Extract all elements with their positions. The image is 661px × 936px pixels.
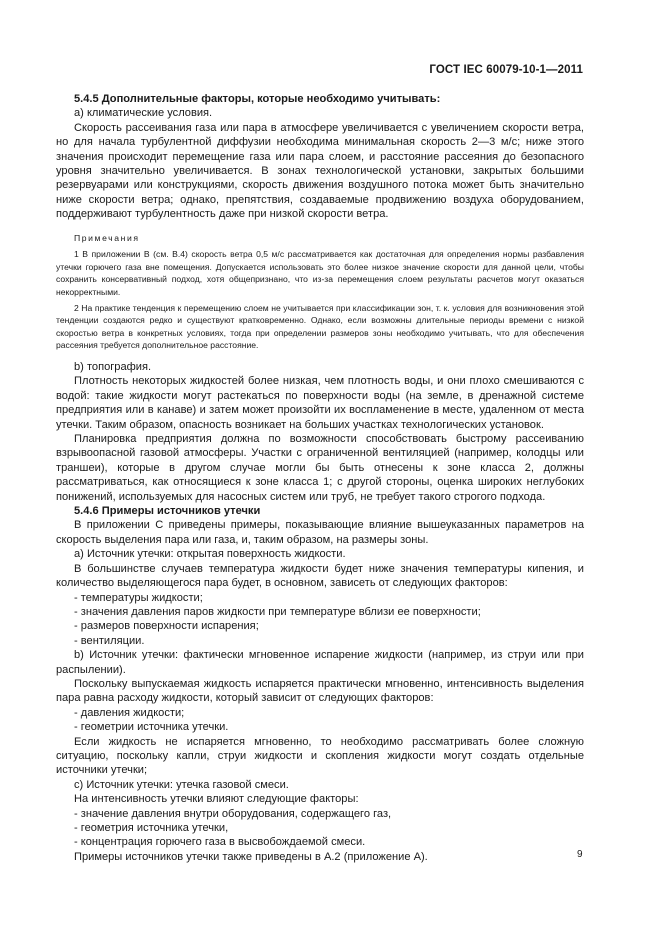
paragraph-factors: На интенсивность утечки влияют следующие факторы: <box>74 793 359 806</box>
paragraph-wind-dispersion: Скорость рассеивания газа или пара в атмосфере увеличивается с увеличением скорости ветра, но для начала турбулентной диффузии необходима минимальная скорость 2—3 м/с; ниже этого значения происходит перемещение газа или пара слоем, и расстояние рассеяния до безопасного уровня значительно увеличивается. В зонах технологической установки, закрытых большими резервуарами или конструкциями, скорость движения воздушного потока может быть значительно ниже скорости ветра; однако, препятствия, создаваемые продвижению воздуха оборудованием, поддерживают турбулентность даже при низкой скорости ветра. <box>56 121 584 221</box>
paragraph-liquid-density: Плотность некоторых жидкостей более низкая, чем плотность воды, и они плохо смешиваются с водой: такие жидкости могут растекаться по поверхности воды (на земле, в дренажной системе предприятия или в канаве) и затем может произойти их воспламенение в месте, удаленном от места утечки. Таким образом, опасность возникает на больших участках технологических установок. <box>56 375 584 431</box>
list-item: - значение давления внутри оборудования, содержащего газ, <box>74 807 392 820</box>
paragraph-annex-c: В приложении С приведены примеры, показывающие влияние вышеуказанных параметров на скорость выделения пара или газа, и, таким образом, на размеры зоны. <box>56 519 584 546</box>
list-item: - значения давления паров жидкости при температуре вблизи ее поверхности; <box>74 605 481 618</box>
list-item: - вентиляции. <box>74 634 145 647</box>
paragraph-plant-layout: Планировка предприятия должна по возможности способствовать быстрому рассеиванию взрывоопасной газовой атмосферы. Участки с ограниченной вентиляцией (например, колодцы или траншеи), которые в другом случае могли бы быть отнесены к зоне класса 2, должны рассматриваться, как относящиеся к зоне класса 1; с другой стороны, оценка широких неглубоких понижений, используемых для насосных систем или труб, не требует такого строгого подхода. <box>56 433 584 503</box>
list-item: - геометрия источника утечки, <box>74 822 229 834</box>
page-number: 9 <box>577 849 583 860</box>
notes-block <box>56 232 584 352</box>
paragraph-annex-a-examples: Примеры источников утечки также приведены в А.2 (приложение А). <box>74 850 428 863</box>
list-item-climate: а) климатические условия. <box>74 107 213 120</box>
paragraph-liquid-temperature: В большинстве случаев температура жидкости будет ниже значения температуры кипения, и количество выделяющегося пара будет, в основном, зависеть от следующих факторов: <box>56 562 584 590</box>
section-heading-5-4-6: 5.4.6 Примеры источников утечки <box>74 505 261 518</box>
section-heading-5-4-5: 5.4.5 Дополнительные факторы, которые необходимо учитывать: <box>74 93 441 105</box>
document-header: ГОСТ IEC 60079-10-1—2011 <box>429 64 583 76</box>
list-item-topography: b) топография. <box>74 361 152 373</box>
list-item: - геометрии источника утечки. <box>74 721 229 734</box>
notes-heading: Примечания <box>74 232 140 243</box>
paragraph-complex-situation: Если жидкость не испаряется мгновенно, то необходимо рассматривать более сложную ситуацию, поскольку капли, струи жидкости и скопления жидкости могут создать отдельные источники утечки; <box>56 735 584 777</box>
list-item: - размеров поверхности испарения; <box>74 620 259 633</box>
list-item: - температуры жидкости; <box>74 591 203 604</box>
list-item: - давления жидкости; <box>74 706 185 719</box>
note-2: 2 На практике тенденция к перемещению слоем не учитывается при классификации зон, т. к. условия для возникновения этой тенденции создаются редко и существуют кратковременно. Однако, если возможны длительные периоды времени с низкой скоростью ветра в конкретных условиях, тогда при определении размеров зоны необходимо учитывать, что для обеспечения рассеяния требуется дополнительное расстояние. <box>56 302 584 351</box>
list-item-instant-evaporation: b) Источник утечки: фактически мгновенное испарение жидкости (например, из струи или при распылении). <box>56 649 584 676</box>
paragraph-release-rate: Поскольку выпускаемая жидкость испаряется практически мгновенно, интенсивность выделения пара равна расходу жидкости, который зависит от следующих факторов: <box>56 677 584 705</box>
list-item-gas-mixture: с) Источник утечки: утечка газовой смеси. <box>74 778 289 791</box>
note-1: 1 В приложении В (см. В.4) скорость ветра 0,5 м/с рассматривается как достаточная для определения нормы разбавления утечки горючего газа вне помещения. Допускается использовать это более низкое значение скорости для данной цели, чтобы сохранить консервативный подход, хотя общепризнано, что из-за перемещения слоем результаты расчетов могут оказаться некорректными. <box>56 249 584 298</box>
list-item: - концентрация горючего газа в высвобождаемой смеси. <box>74 836 366 849</box>
page-body <box>56 92 584 864</box>
list-item-open-surface: а) Источник утечки: открытая поверхность жидкости. <box>74 548 346 561</box>
